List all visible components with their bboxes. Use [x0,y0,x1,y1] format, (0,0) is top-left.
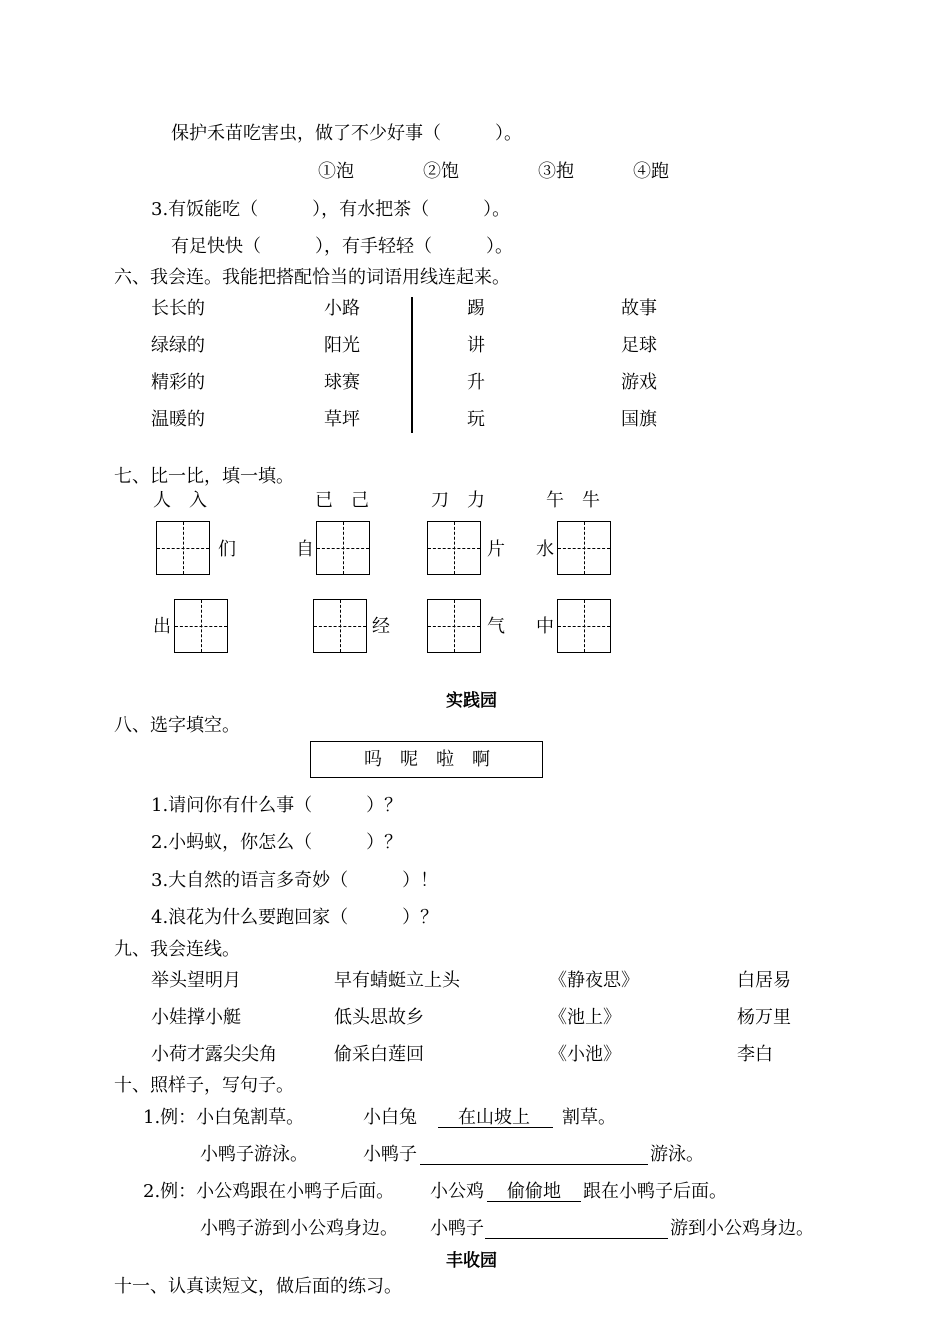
q10-ex2-label: 2.例：小公鸡跟在小鸭子后面。 [143,1181,395,1202]
q6-title: 六、我会连。我能把搭配恰当的词语用线连起来。 [114,267,510,288]
q10-answer-line-1[interactable] [420,1164,648,1165]
q7-r2-0: 出 [153,616,171,637]
q6-c4-2: 游戏 [621,372,657,393]
q6-c2-3: 草坪 [324,409,360,430]
q9-c4-1: 杨万里 [737,1007,791,1028]
q6-c1-2: 精彩的 [151,372,205,393]
q10-ex1-a: 小白兔 [363,1107,417,1128]
q10-ex1-label: 1.例：小白兔割草。 [143,1107,305,1128]
q10-ex1-b: 割草。 [562,1107,616,1128]
tianzige-box[interactable] [316,521,370,575]
tianzige-box[interactable] [156,521,210,575]
q5-item3b: 有足快快（ ），有手轻轻（ ）。 [171,236,513,257]
tianzige-box[interactable] [313,599,367,653]
q9-c1-1: 小娃撑小艇 [151,1007,241,1028]
q7-r2-3: 中 [536,616,554,637]
q10-ex2-fill: 偷偷地 [507,1181,561,1202]
q10-ex2-q-a: 小鸭子 [430,1218,484,1239]
tianzige-box[interactable] [427,599,481,653]
q9-title: 九、我会连线。 [114,939,240,960]
q10-ex1-fill: 在山坡上 [458,1107,530,1128]
q6-c1-1: 绿绿的 [151,335,205,356]
q7-pair-1: 人 入 [153,490,207,511]
q7-pair-3: 刀 力 [431,490,485,511]
q7-r1-0: 们 [218,539,236,560]
q6-divider [411,297,413,433]
q10-ex2-q: 小鸭子游到小公鸡身边。 [200,1218,398,1239]
q9-c1-0: 举头望明月 [151,970,241,991]
q6-c2-1: 阳光 [324,335,360,356]
q10-ex2-b: 跟在小鸭子后面。 [583,1181,727,1202]
q6-c2-2: 球赛 [324,372,360,393]
q10-ex2-q-b: 游到小公鸡身边。 [670,1218,814,1239]
q8-words: 吗 呢 啦 啊 [364,749,490,770]
q7-r1-2: 片 [487,539,505,560]
q7-title: 七、比一比，填一填。 [114,466,294,487]
q8-item-1: 1.请问你有什么事（ ）？ [151,795,403,816]
q6-c1-3: 温暖的 [151,409,205,430]
q6-c3-3: 玩 [467,409,485,430]
q8-item-3: 3.大自然的语言多奇妙（ ）！ [151,870,439,891]
q5-option-3: ③抱 [538,161,574,182]
q5-item3a: 3.有饭能吃（ ），有水把茶（ ）。 [151,199,511,220]
q9-c2-1: 低头思故乡 [334,1007,424,1028]
q7-pair-4: 午 牛 [546,490,600,511]
q6-c4-0: 故事 [621,298,657,319]
q10-answer-line-2[interactable] [485,1238,668,1239]
q11-title: 十一、认真读短文，做后面的练习。 [114,1276,402,1297]
q6-c3-0: 踢 [467,298,485,319]
q5-line1: 保护禾苗吃害虫，做了不少好事（ ）。 [171,123,522,144]
section-practice: 实践园 [446,691,497,711]
tianzige-box[interactable] [174,599,228,653]
q7-r1-3: 水 [536,539,554,560]
q6-c4-3: 国旗 [621,409,657,430]
q9-c2-2: 偷采白莲回 [334,1044,424,1065]
q6-c4-1: 足球 [621,335,657,356]
q7-pair-2: 已 己 [315,490,369,511]
q7-r2-2: 气 [487,616,505,637]
q9-c1-2: 小荷才露尖尖角 [151,1044,277,1065]
q5-option-1: ①泡 [318,161,354,182]
q10-ex1-q: 小鸭子游泳。 [200,1144,308,1165]
q9-c3-2: 《小池》 [549,1044,621,1065]
section-harvest: 丰收园 [446,1251,497,1271]
q9-c4-0: 白居易 [737,970,791,991]
tianzige-box[interactable] [557,599,611,653]
q6-c2-0: 小路 [324,298,360,319]
q9-c3-0: 《静夜思》 [549,970,639,991]
tianzige-box[interactable] [557,521,611,575]
q5-option-2: ②饱 [423,161,459,182]
q10-ex1-q-b: 游泳。 [650,1144,704,1165]
q7-r2-1: 经 [372,616,390,637]
q10-title: 十、照样子，写句子。 [114,1075,294,1096]
q5-option-4: ④跑 [633,161,669,182]
q6-c1-0: 长长的 [151,298,205,319]
q9-c3-1: 《池上》 [549,1007,621,1028]
q7-r1-1: 自 [296,539,314,560]
q6-c3-1: 讲 [467,335,485,356]
tianzige-box[interactable] [427,521,481,575]
q8-item-4: 4.浪花为什么要跑回家（ ）？ [151,907,439,928]
q9-c2-0: 早有蜻蜓立上头 [334,970,460,991]
q10-ex2-a: 小公鸡 [430,1181,484,1202]
q8-title: 八、选字填空。 [114,715,240,736]
q8-item-2: 2.小蚂蚁，你怎么（ ）？ [151,832,403,853]
q9-c4-2: 李白 [737,1044,773,1065]
q6-c3-2: 升 [467,372,485,393]
q10-ex1-q-a: 小鸭子 [363,1144,417,1165]
